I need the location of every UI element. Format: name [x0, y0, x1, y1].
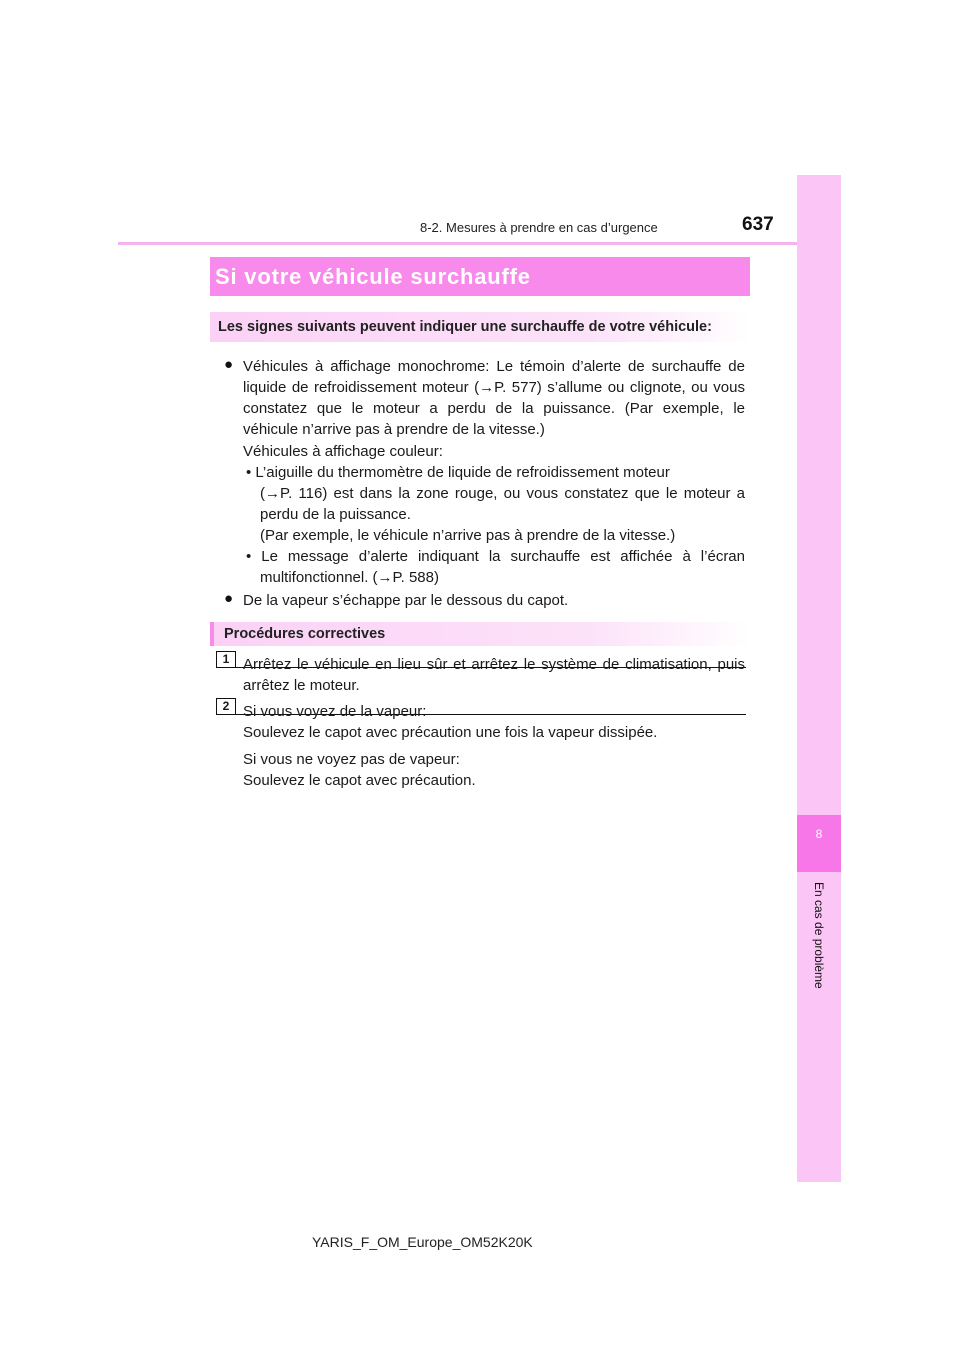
chapter-side-tab: [797, 175, 841, 1182]
bullet1-line5: Véhicules à affichage couleur:: [243, 443, 443, 460]
header-divider: [118, 242, 841, 245]
bullet-icon: ●: [224, 356, 234, 373]
sub-bullet1-line4: (Par exemple, le véhicule n’arrive pas à prendre de la vitesse.): [260, 527, 676, 544]
section-title-bar: [210, 257, 750, 296]
header-section-title: 8-2. Mesures à prendre en cas d’urgence: [420, 220, 658, 235]
step1-line2: arrêtez le moteur.: [243, 677, 360, 694]
intro-heading: Les signes suivants peuvent indiquer une surchauffe de votre véhicule:: [218, 319, 712, 335]
page-number: 637: [742, 214, 774, 235]
bullet2-text: De la vapeur s’échappe par le dessous du capot.: [243, 592, 569, 609]
step-number-badge: 1: [216, 651, 236, 668]
step2-line4: Soulevez le capot avec précaution.: [243, 772, 476, 789]
step1-line1: Arrêtez le véhicule en lieu sûr et arrêtez le système de climatisation, puis: [243, 656, 745, 673]
step2-line2: Soulevez le capot avec précaution une fois la vapeur dissipée.: [243, 724, 658, 741]
bullet1-line3: constatez que le moteur a perdu de la puissance. (Par exemple, le: [243, 400, 745, 417]
chapter-number: 8: [815, 827, 823, 841]
step2-line3: Si vous ne voyez pas de vapeur:: [243, 751, 460, 768]
bullet1-line2: liquide de refroidissement moteur (→P. 577) s’allume ou clignote, ou vous: [243, 379, 745, 396]
sub-bullet2-line1: • Le message d’alerte indiquant la surchauffe est affichée à l’écran: [246, 548, 745, 565]
step2-line1: Si vous voyez de la vapeur:: [243, 703, 427, 720]
chapter-number-box: [797, 815, 841, 872]
document-code: YARIS_F_OM_Europe_OM52K20K: [312, 1234, 533, 1250]
step-number-badge: 2: [216, 698, 236, 715]
bullet-icon: ●: [224, 590, 234, 607]
procedures-heading-bar: [210, 622, 750, 646]
bullet1-line4: véhicule n’arrive pas à prendre de la vitesse.): [243, 421, 545, 438]
procedures-heading: Procédures correctives: [224, 626, 386, 642]
chapter-label: En cas de problème: [812, 882, 826, 989]
sub-bullet2-line2: multifonctionnel. (→P. 588): [260, 569, 439, 586]
sub-bullet1-line3: perdu de la puissance.: [260, 506, 411, 523]
sub-bullet1-line2: (→P. 116) est dans la zone rouge, ou vous constatez que le moteur a: [260, 485, 745, 502]
sub-bullet1-line1: • L’aiguille du thermomètre de liquide de refroidissement moteur: [246, 464, 670, 481]
intro-heading-bar: [210, 312, 750, 342]
section-title: Si votre véhicule surchauffe: [215, 263, 531, 289]
bullet1-line1: Véhicules à affichage monochrome: Le témoin d’alerte de surchauffe de: [243, 358, 745, 375]
